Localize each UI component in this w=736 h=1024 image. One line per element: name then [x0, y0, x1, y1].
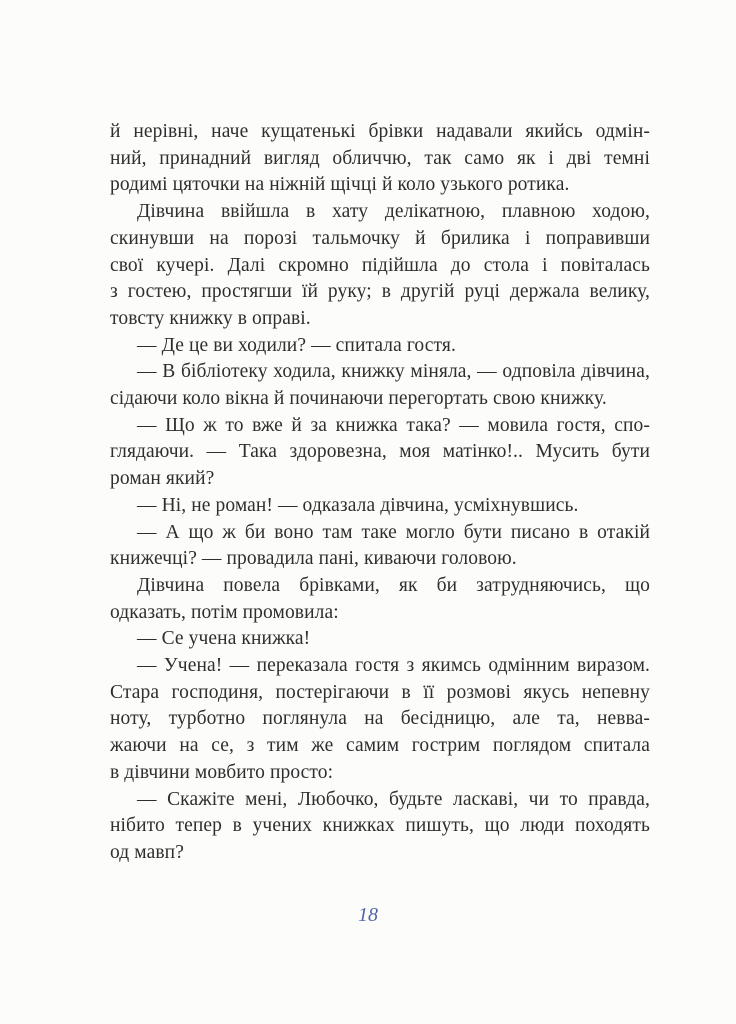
text-line: одказать, потім промовила:: [110, 601, 339, 623]
text-line: — Ні, не роман! — одказала дівчина, усміхнувшись.: [137, 494, 579, 516]
page-text: [110, 119, 650, 867]
text-line: ний, принадний вигляд обличчю, так само як і дві темні: [110, 147, 650, 169]
page-number: 18: [358, 904, 378, 926]
text-line: сідаючи коло вікна й починаючи перегортать свою книжку.: [110, 388, 607, 410]
text-line: роман який?: [110, 468, 215, 490]
text-line: ноту, турботно поглянула на бесідницю, але та, невва-: [110, 708, 650, 730]
text-line: книжечці? — провадила пані, киваючи головою.: [110, 548, 517, 570]
text-line: — Що ж то вже й за книжка така? — мовила гостя, спо-: [137, 414, 650, 436]
text-line: з гостею, простягши їй руку; в другій руці держала велику,: [110, 281, 650, 303]
text-line: — Де це ви ходили? — спитала гостя.: [137, 334, 456, 356]
text-line: Стара господиня, постерігаючи в її розмові якусь непевну: [110, 681, 650, 703]
text-line: од мавп?: [110, 841, 184, 863]
text-line: — А що ж би воно там таке могло бути писано в отакій: [137, 521, 650, 543]
text-line: глядаючи. — Така здоровезна, моя матінко!.. Мусить бути: [110, 441, 650, 463]
text-line: родимі цяточки на ніжній щічці й коло узького ротика.: [110, 174, 570, 196]
text-line: товсту книжку в оправі.: [110, 307, 311, 329]
text-line: Дівчина повела брівками, як би затрудняючись, що: [137, 574, 650, 596]
text-line: — Се учена книжка!: [137, 628, 311, 650]
text-line: жаючи на се, з тим же самим гострим поглядом спитала: [110, 735, 650, 757]
text-line: нібито тепер в учених книжках пишуть, що люди походять: [110, 815, 650, 837]
text-line: свої кучері. Далі скромно підійшла до стола і повіталась: [110, 254, 650, 276]
text-line: в дівчини мовбито просто:: [110, 761, 334, 783]
text-line: — Скажіте мені, Любочко, будьте ласкаві, чи то правда,: [137, 788, 650, 810]
text-line: й нерівні, наче кущатенькі брівки надавали якийсь одмін-: [110, 121, 650, 142]
text-line: Дівчина ввійшла в хату делікатною, плавною ходою,: [137, 201, 650, 223]
text-line: скинувши на порозі тальмочку й брилика і поправивши: [110, 227, 650, 249]
text-line: — В бібліотеку ходила, книжку міняла, — одповіла дівчина,: [137, 361, 650, 383]
text-line: — Учена! — переказала гостя з якимсь одмінним виразом.: [137, 655, 650, 677]
